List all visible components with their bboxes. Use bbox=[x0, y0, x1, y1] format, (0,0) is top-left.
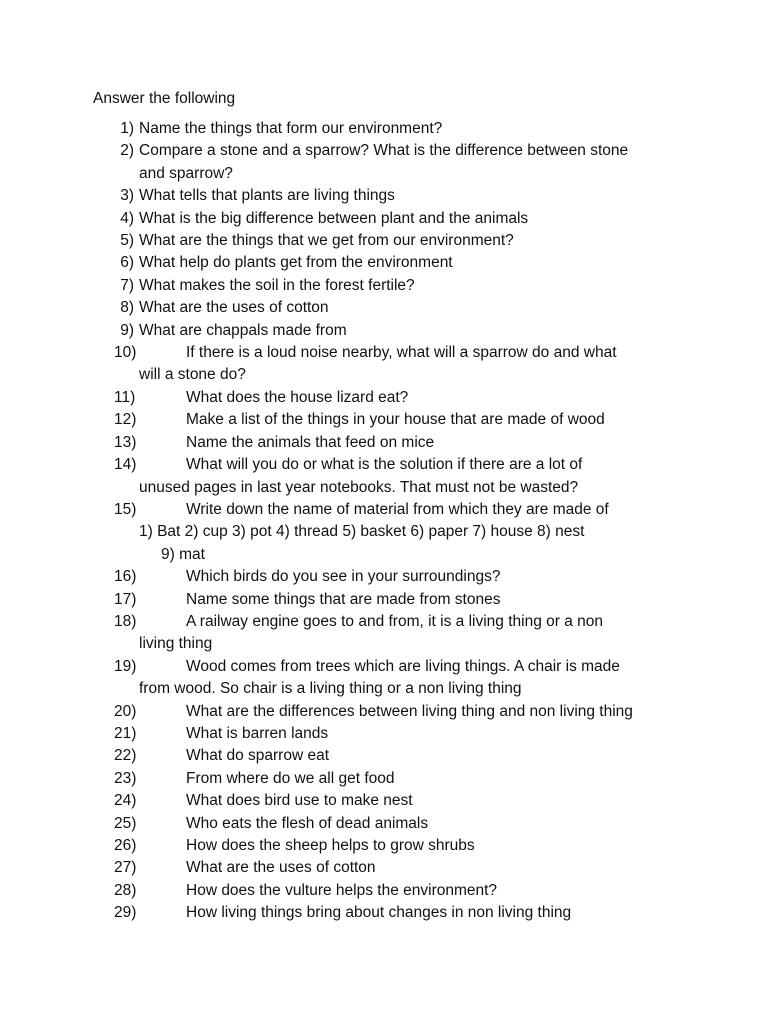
question-text: What will you do or what is the solution if there are a lot of bbox=[186, 456, 583, 474]
question-item bbox=[0, 297, 679, 319]
question-number: 22) bbox=[114, 747, 137, 765]
question-number: 17) bbox=[114, 590, 137, 608]
question-number: 5) bbox=[120, 232, 134, 250]
question-number: 24) bbox=[114, 792, 137, 810]
question-text-continued: and sparrow? bbox=[139, 164, 233, 182]
question-text: What are the uses of cotton bbox=[186, 859, 376, 877]
question-number: 4) bbox=[120, 209, 134, 227]
question-text: If there is a loud noise nearby, what will a sparrow do and what bbox=[186, 344, 617, 362]
material-list: 1) Bat 2) cup 3) pot 4) thread 5) basket 6) paper 7) house 8) nest bbox=[139, 523, 585, 541]
question-item bbox=[0, 387, 679, 409]
question-text: Who eats the flesh of dead animals bbox=[186, 814, 429, 832]
question-item bbox=[0, 208, 679, 230]
question-text: What do sparrow eat bbox=[186, 747, 330, 765]
question-item bbox=[0, 499, 679, 566]
question-item bbox=[0, 432, 679, 454]
question-item bbox=[0, 230, 679, 252]
question-item bbox=[0, 454, 679, 499]
question-number: 13) bbox=[114, 433, 137, 451]
question-text: Which birds do you see in your surroundings? bbox=[186, 568, 501, 586]
question-number: 11) bbox=[114, 388, 136, 406]
question-text: What are the things that we get from our environment? bbox=[139, 232, 514, 250]
question-text: How does the vulture helps the environment? bbox=[186, 881, 498, 899]
question-text: Make a list of the things in your house that are made of wood bbox=[186, 411, 605, 429]
question-item bbox=[0, 813, 679, 835]
question-text: What tells that plants are living things bbox=[139, 187, 395, 205]
question-number: 10) bbox=[114, 344, 137, 362]
question-text-continued: unused pages in last year notebooks. That must not be wasted? bbox=[139, 478, 579, 496]
question-number: 19) bbox=[114, 657, 137, 675]
question-text: Write down the name of material from which they are made of bbox=[186, 500, 609, 518]
question-item bbox=[0, 409, 679, 431]
question-number: 18) bbox=[114, 612, 137, 630]
question-item bbox=[0, 275, 679, 297]
question-text: A railway engine goes to and from, it is a living thing or a non bbox=[186, 612, 604, 630]
question-item bbox=[0, 566, 679, 588]
question-item bbox=[0, 701, 679, 723]
question-number: 23) bbox=[114, 769, 137, 787]
question-item bbox=[0, 902, 679, 924]
question-number: 29) bbox=[114, 904, 137, 922]
question-text-continued: living thing bbox=[139, 635, 213, 653]
question-text: Compare a stone and a sparrow? What is the difference between stone bbox=[139, 142, 629, 160]
question-number: 15) bbox=[114, 500, 137, 518]
question-text: How does the sheep helps to grow shrubs bbox=[186, 837, 475, 854]
question-text-continued: will a stone do? bbox=[139, 366, 246, 384]
question-text: What is barren lands bbox=[186, 724, 329, 742]
question-number: 3) bbox=[120, 187, 134, 205]
page-heading: Answer the following bbox=[93, 90, 236, 107]
question-number: 7) bbox=[120, 276, 134, 294]
question-number: 2) bbox=[120, 142, 134, 160]
question-number: 9) bbox=[120, 321, 134, 339]
question-item bbox=[0, 745, 679, 767]
question-text: What are chappals made from bbox=[139, 321, 347, 339]
question-item bbox=[0, 857, 679, 879]
question-number: 28) bbox=[114, 881, 137, 899]
question-item bbox=[0, 611, 679, 656]
question-number: 25) bbox=[114, 814, 137, 832]
question-text: What are the differences between living thing and non living thing bbox=[186, 702, 633, 720]
question-number: 8) bbox=[120, 299, 134, 317]
question-number: 27) bbox=[114, 859, 137, 877]
question-number: 6) bbox=[120, 254, 134, 272]
question-number: 20) bbox=[114, 702, 137, 720]
question-item bbox=[0, 835, 679, 857]
question-text: What is the big difference between plant and the animals bbox=[139, 209, 529, 227]
question-text-continued: from wood. So chair is a living thing or a non living thing bbox=[139, 680, 522, 698]
question-text: From where do we all get food bbox=[186, 769, 395, 787]
question-text: What does bird use to make nest bbox=[186, 792, 413, 810]
question-list bbox=[0, 118, 768, 925]
question-item bbox=[0, 140, 679, 185]
question-item bbox=[0, 656, 679, 701]
question-item bbox=[0, 252, 679, 274]
question-text: How living things bring about changes in non living thing bbox=[186, 904, 572, 922]
question-item bbox=[0, 342, 679, 387]
question-item bbox=[0, 790, 679, 812]
material-list-continued: 9) mat bbox=[161, 545, 205, 563]
question-text: What are the uses of cotton bbox=[139, 299, 329, 317]
question-text: Wood comes from trees which are living things. A chair is made bbox=[186, 657, 620, 675]
question-item bbox=[0, 723, 679, 745]
question-text: Name the things that form our environment? bbox=[139, 120, 443, 137]
question-number: 16) bbox=[114, 568, 137, 586]
question-text: What does the house lizard eat? bbox=[186, 388, 409, 406]
question-text: Name the animals that feed on mice bbox=[186, 433, 435, 451]
question-number: 26) bbox=[114, 837, 137, 854]
question-item bbox=[0, 118, 679, 140]
question-text: What makes the soil in the forest fertile? bbox=[139, 276, 415, 294]
question-number: 21) bbox=[114, 724, 137, 742]
question-number: 1) bbox=[120, 120, 134, 137]
question-item bbox=[0, 589, 679, 611]
question-number: 12) bbox=[114, 411, 137, 429]
question-item bbox=[0, 768, 679, 790]
question-text: What help do plants get from the environment bbox=[139, 254, 453, 272]
question-item bbox=[0, 320, 679, 342]
question-number: 14) bbox=[114, 456, 137, 474]
question-item bbox=[0, 185, 679, 207]
question-text: Name some things that are made from stones bbox=[186, 590, 501, 608]
question-item bbox=[0, 880, 679, 902]
